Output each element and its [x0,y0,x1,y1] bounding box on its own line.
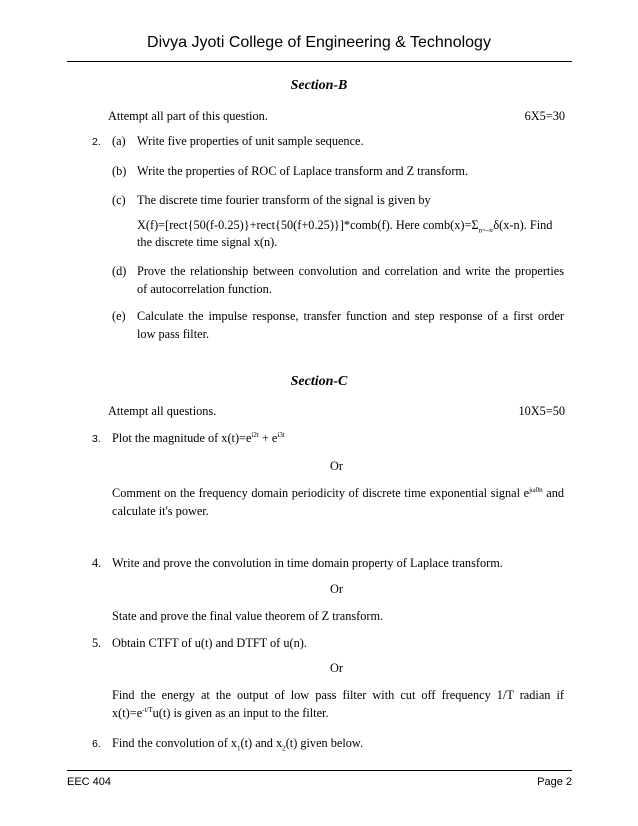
q3-exponent-2: i3t [277,430,285,439]
q3-text-start: Plot the magnitude of x(t)=e [112,431,252,445]
part-c-text: The discrete time fourier transform of the signal is given by [137,193,431,207]
q6-subscript-1: 1 [237,744,241,753]
section-b-marks: 6X5=30 [524,109,565,123]
footer-rule [67,770,572,771]
q3-text-mid: + e [258,431,278,445]
part-c-equation-line2: the discrete time signal x(n). [137,235,278,249]
q3-or: Or [330,459,343,473]
part-e-label: (e) [112,309,126,323]
part-e-line2: low pass filter. [137,327,210,341]
q3-alt-line2: calculate it's power. [112,504,209,518]
college-header: Divya Jyoti College of Engineering & Technology [147,34,491,51]
question-4-alt: State and prove the final value theorem of Z transform. [112,609,384,623]
part-d-line2: of autocorrelation function. [137,282,272,296]
q3-alt-exponent: jω0n [529,485,543,494]
question-4-text: Write and prove the convolution in time domain property of Laplace transform. [112,556,503,570]
part-b-text: Write the properties of ROC of Laplace transform and Z transform. [137,164,469,178]
section-c-heading: Section-C [290,374,348,389]
part-c-eq-end: δ(x-n). Find [493,218,553,232]
question-5-text: Obtain CTFT of u(t) and DTFT of u(n). [112,636,307,650]
q5-or: Or [330,661,343,675]
section-c-instruction: Attempt all questions. [108,404,217,418]
q3-alt-end: and [542,486,564,500]
q3-exponent-1: i2t [251,430,259,439]
question-5-number: 5. [92,636,102,650]
q3-alt-start: Comment on the frequency domain periodicity of discrete time exponential signal e [112,486,530,500]
part-c-label: (c) [112,193,126,207]
part-a-label: (a) [112,134,126,148]
q5-alt-exponent: -t/T [142,705,153,714]
question-4-number: 4. [92,556,102,570]
question-6-text [112,736,363,751]
part-c-eq-subscript: n=-∞ [478,226,494,235]
header-rule [67,61,572,62]
part-d-line1: Prove the relationship between convolution and correlation and write the properties [137,264,564,278]
q6-text-start: Find the convolution of x [112,736,238,750]
footer-page-number: Page 2 [537,776,572,788]
part-c-equation [137,218,552,233]
q5-alt-end: u(t) is given as an input to the filter. [152,706,329,720]
section-b-instruction: Attempt all part of this question. [108,109,268,123]
q5-alt-start: x(t)=e [112,706,143,720]
part-b-label: (b) [112,164,127,178]
q6-text-mid: (t) and x [240,736,283,750]
part-e-line1: Calculate the impulse response, transfer function and step response of a first order [137,309,564,323]
part-d-label: (d) [112,264,127,278]
section-c-marks: 10X5=50 [518,404,565,418]
q4-or: Or [330,582,343,596]
section-b-heading: Section-B [290,78,348,93]
q6-text-end: (t) given below. [285,736,364,750]
q3-alt-line1 [112,486,564,501]
part-c-eq-start: X(f)=[rect{50(f-0.25)}+rect{50(f+0.25)}]*comb(f). Here comb(x)=Σ [137,218,479,232]
question-6-number: 6. [92,738,101,750]
question-3-number: 3. [92,433,101,445]
q6-subscript-2: 2 [282,744,286,753]
q5-alt-line2 [112,706,329,721]
question-2-number: 2. [92,136,101,148]
question-3-text [112,431,285,446]
q5-alt-line1: Find the energy at the output of low pass filter with cut off frequency 1/T radian if [112,688,564,702]
footer-course-code: EEC 404 [67,776,112,788]
part-a-text: Write five properties of unit sample sequence. [137,134,364,148]
